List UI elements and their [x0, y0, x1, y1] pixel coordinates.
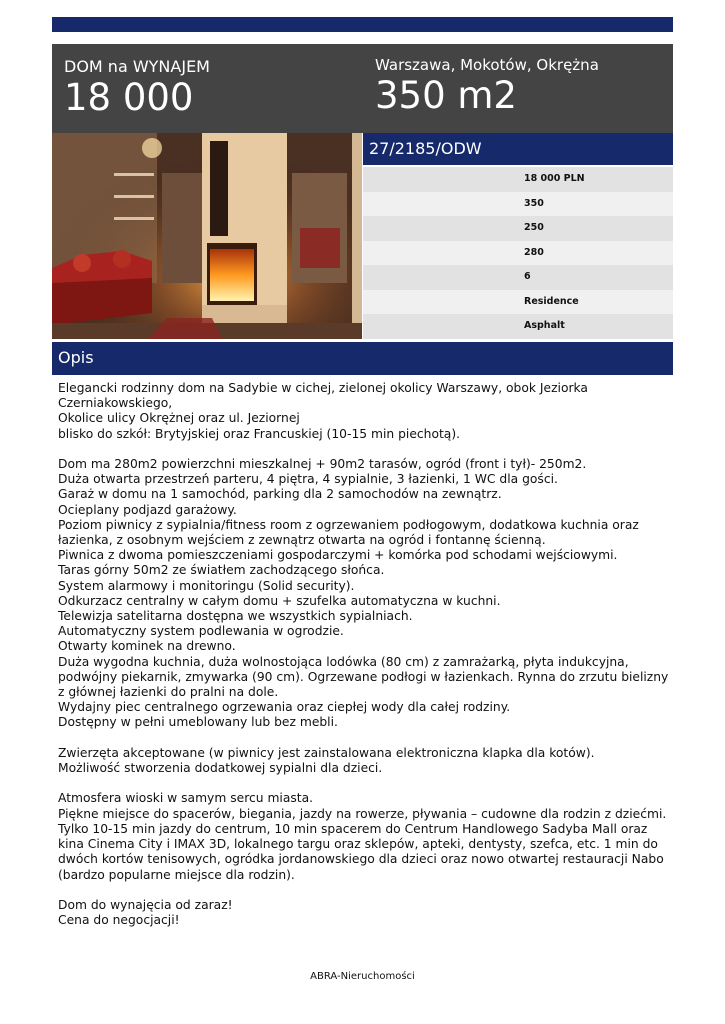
description-line: Piękne miejsce do spacerów, biegania, jazdy na rowerze, pływania – cudowne dla rodzin z dziećmi. Tylko 10-15 min jazdy do centrum, 10 min spacerem do Centrum Handlowego Sadyba Mall oraz kina Cinema City i IMAX 3D, lokalnego targu oraz sklepów, apteki, dentysty, szefca, etc. 1 min do dwóch kortów tenisowych, ogródka jordanowskiego dla dzieci oraz nowo otwartej restauracji Nabo (bardzo popularne miejsce dla rodzin).	[58, 806, 671, 882]
description-line	[58, 442, 670, 457]
description-heading: Opis	[58, 348, 94, 367]
description-line: Automatyczny system podlewania w ogrodzie.	[58, 624, 344, 639]
description-line: Duża wygodna kuchnia, duża wolnostojąca lodówka (80 cm) z zamrażarką, płyta indukcyjna, podwójny piekarnik, zmywarka (90 cm). Ogrzewane podłogi w łazienkach. Rynna do zrzutu bielizny z głównej łazienki do pralni na dole.	[58, 654, 673, 700]
detail-total-area: 350	[363, 192, 673, 217]
footer-agency: ABRA-Nieruchomości	[310, 971, 415, 982]
description-line: Zwierzęta akceptowane (w piwnicy jest zainstalowana elektroniczna klapka dla kotów).	[58, 745, 595, 760]
top-accent-bar	[52, 17, 673, 32]
detail-plot-area: 250	[363, 216, 673, 241]
description-line: Dom ma 280m2 powierzchni mieszkalnej + 90m2 tarasów, ogród (front i tył)- 250m2.	[58, 457, 587, 472]
description-line: Otwarty kominek na drewno.	[58, 639, 236, 654]
description-line	[58, 731, 670, 746]
reference-number: 27/2185/ODW	[369, 139, 482, 158]
header-right	[375, 55, 599, 117]
description-line: Ocieplany podjazd garażowy.	[58, 502, 237, 517]
listing-area: 350 m2	[375, 74, 517, 117]
detail-building-type: Residence	[363, 290, 673, 315]
header-left	[64, 57, 210, 119]
detail-access-road: Asphalt	[363, 314, 673, 339]
description-text	[58, 381, 673, 928]
property-photo	[52, 133, 362, 339]
description-line: Dostępny w pełni umeblowany lub bez mebli.	[58, 715, 338, 730]
description-line: blisko do szkół: Brytyjskiej oraz Francuskiej (10-15 min piechotą).	[58, 426, 461, 441]
listing-price: 18 000	[64, 76, 194, 119]
description-line: Piwnica z dwoma pomieszczeniami gospodarczymi + komórka pod schodami wejściowymi.	[58, 548, 618, 563]
description-line: System alarmowy i monitoringu (Solid security).	[58, 578, 355, 593]
description-line: Poziom piwnicy z sypialnia/fitness room z ogrzewaniem podłogowym, dodatkowa kuchnia oraz łazienka, z osobnym wejściem z zewnątrz otwarta na ogród i fontannę ścienną.	[58, 517, 643, 548]
description-line: Duża otwarta przestrzeń parteru, 4 piętra, 4 sypialnie, 3 łazienki, 1 WC dla gości.	[58, 472, 558, 487]
listing-location: Warszawa, Mokotów, Okrężna	[375, 56, 599, 74]
description-line	[58, 883, 670, 898]
listing-header	[52, 44, 673, 133]
listing-type: DOM na WYNAJEM	[64, 57, 210, 76]
description-line: Elegancki rodzinny dom na Sadybie w cichej, zielonej okolicy Warszawy, obok Jeziorka Czerniakowskiego,	[58, 381, 592, 411]
description-line: Cena do negocjacji!	[58, 913, 180, 928]
detail-living-area: 280	[363, 241, 673, 266]
details-table	[363, 167, 673, 339]
description-line: Odkurzacz centralny w całym domu + szufelka automatyczna w kuchni.	[58, 593, 501, 608]
description-line: Garaż w domu na 1 samochód, parking dla 2 samochodów na zewnątrz.	[58, 487, 502, 502]
detail-price: 18 000 PLN	[363, 167, 673, 192]
description-line: Możliwość stworzenia dodatkowej sypialni dla dzieci.	[58, 761, 383, 776]
description-line: Okolice ulicy Okrężnej oraz ul. Jeziornej	[58, 411, 300, 426]
description-line: Telewizja satelitarna dostępna we wszystkich sypialniach.	[58, 609, 413, 624]
description-line	[58, 776, 670, 791]
description-line: Dom do wynajęcia od zaraz!	[58, 897, 233, 912]
description-line: Taras górny 50m2 ze światłem zachodzącego słońca.	[58, 563, 385, 578]
description-line: Atmosfera wioski w samym sercu miasta.	[58, 791, 314, 806]
reference-bar	[363, 133, 673, 165]
description-heading-bar	[52, 342, 673, 375]
description-line: Wydajny piec centralnego ogrzewania oraz ciepłej wody dla całej rodziny.	[58, 700, 511, 715]
detail-rooms: 6	[363, 265, 673, 290]
